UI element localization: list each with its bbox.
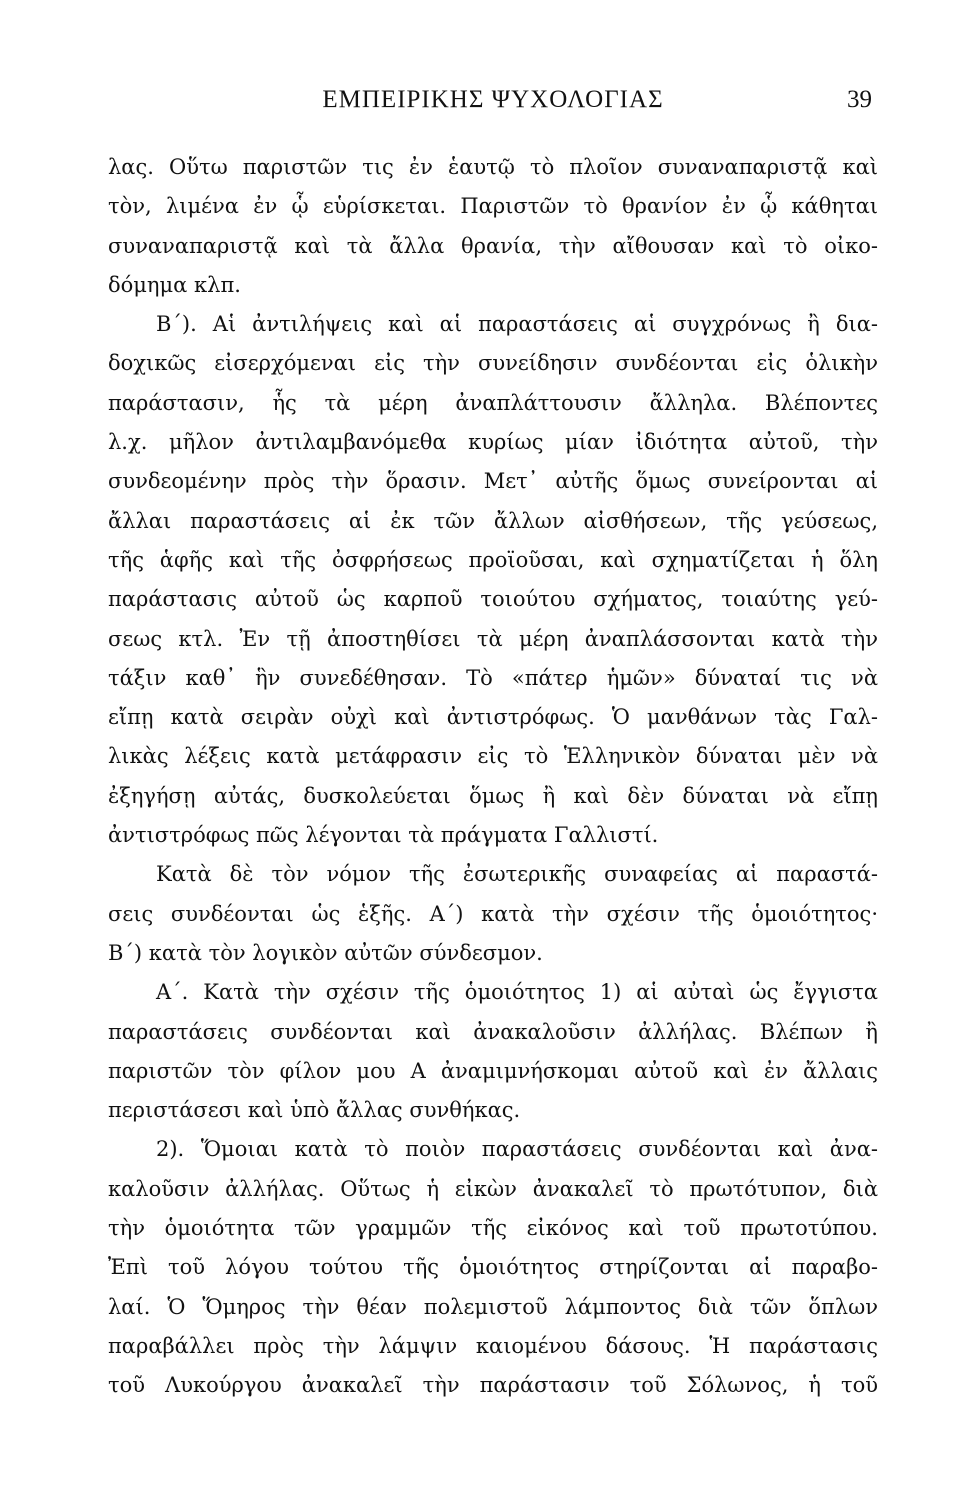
text-line: λας. Οὕτω παριστῶν τις ἐν ἑαυτῷ τὸ πλοῖον συναναπαριστᾷ καὶ [108, 155, 878, 179]
text-line: δόμημα κλπ. [108, 272, 241, 297]
text-line: σεως κτλ. Ἐν τῇ ἀποστηθίσει τὰ μέρη ἀναπλάσσονται κατὰ τὴν [108, 626, 878, 651]
text-line: Κατὰ δὲ τὸν νόμον τῆς ἐσωτερικῆς συναφείας αἱ παραστά- [156, 862, 878, 887]
text-line: τὸν, λιμένα ἐν ᾧ εὑρίσκεται. Παριστῶν τὸ θρανίον ἐν ᾧ κάθηται [108, 194, 878, 219]
text-line: Α΄. Κατὰ τὴν σχέσιν τῆς ὁμοιότητος 1) αἱ αὐταὶ ὡς ἔγγιστα [156, 980, 878, 1005]
text-line: λαί. Ὁ Ὅμηρος τὴν θέαν πολεμιστοῦ λάμποντος διὰ τῶν ὅπλων [108, 1294, 878, 1319]
text-line: ἄλλαι παραστάσεις αἱ ἐκ τῶν ἄλλων αἰσθήσεων, τῆς γεύσεως, [108, 508, 878, 533]
text-line: παράστασιν, ἧς τὰ μέρη ἀναπλάττουσιν ἄλληλα. Βλέποντες [108, 390, 878, 415]
text-line: 2). Ὅμοιαι κατὰ τὸ ποιὸν παραστάσεις συνδέονται καὶ ἀνα- [156, 1137, 878, 1162]
text-line: λ.χ. μῆλον ἀντιλαμβανόμεθα κυρίως μίαν ἰδιότητα αὐτοῦ, τὴν [108, 430, 878, 455]
text-line: παράστασις αὐτοῦ ὡς καρποῦ τοιούτου σχήματος, τοιαύτης γεύ- [108, 587, 878, 612]
text-line: λικὰς λέξεις κατὰ μετάφρασιν εἰς τὸ Ἑλληνικὸν δύναται μὲν νὰ [108, 744, 878, 769]
text-line: σεις συνδέονται ὡς ἑξῆς. Α΄) κατὰ τὴν σχέσιν τῆς ὁμοιότητος· [108, 901, 878, 926]
body-text [108, 148, 878, 1406]
text-line: καλοῦσιν ἀλλήλας. Οὕτως ἡ εἰκὼν ἀνακαλεῖ τὸ πρωτότυπον, διὰ [108, 1176, 878, 1201]
text-line: δοχικῶς εἰσερχόμεναι εἰς τὴν συνείδησιν συνδέονται εἰς ὁλικὴν [108, 351, 878, 376]
text-line: εἴπῃ κατὰ σειρὰν οὐχὶ καὶ ἀντιστρόφως. Ὁ μανθάνων τὰς Γαλ- [108, 705, 878, 730]
text-line: Β΄) κατὰ τὸν λογικὸν αὐτῶν σύνδεσμον. [108, 940, 543, 965]
text-line: παριστῶν τὸν φίλον μου Α ἀναμιμνήσκομαι αὐτοῦ καὶ ἐν ἄλλαις [108, 1058, 878, 1083]
text-line: Ἐπὶ τοῦ λόγου τούτου τῆς ὁμοιότητος στηρίζονται αἱ παραβο- [108, 1255, 878, 1280]
text-line: παραστάσεις συνδέονται καὶ ἀνακαλοῦσιν ἀλλήλας. Βλέπων ἢ [108, 1019, 878, 1044]
text-line: παραβάλλει πρὸς τὴν λάμψιν καιομένου δάσους. Ἡ παράστασις [108, 1333, 878, 1358]
text-line: Β΄). Αἱ ἀντιλήψεις καὶ αἱ παραστάσεις αἱ συγχρόνως ἢ δια- [156, 312, 878, 337]
page-number: 39 [847, 86, 872, 113]
text-line: ἀντιστρόφως πῶς λέγονται τὰ πράγματα Γαλλιστί. [108, 823, 659, 848]
text-line: περιστάσεσι καὶ ὑπὸ ἄλλας συνθήκας. [108, 1098, 521, 1123]
running-head [108, 86, 878, 126]
text-line: συναναπαριστᾷ καὶ τὰ ἄλλα θρανία, τὴν αἴθουσαν καὶ τὸ οἰκο- [108, 233, 878, 258]
text-line: τοῦ Λυκούργου ἀνακαλεῖ τὴν παράστασιν τοῦ Σόλωνος, ἡ τοῦ [108, 1373, 878, 1398]
text-line: τάξιν καθ᾽ ἣν συνεδέθησαν. Τὸ «πάτερ ἡμῶν» δύναταί τις νὰ [108, 665, 878, 690]
text-line: συνδεομένην πρὸς τὴν ὅρασιν. Μετ᾽ αὐτῆς ὅμως συνείρονται αἱ [108, 469, 878, 494]
text-line: τὴν ὁμοιότητα τῶν γραμμῶν τῆς εἰκόνος καὶ τοῦ πρωτοτύπου. [108, 1216, 878, 1241]
running-title: ΕΜΠΕΙΡΙΚΗΣ ΨΥΧΟΛΟΓΙΑΣ [322, 86, 664, 113]
text-line: ἐξηγήσῃ αὐτάς, δυσκολεύεται ὅμως ἢ καὶ δὲν δύναται νὰ εἴπῃ [108, 783, 878, 808]
text-line: τῆς ἁφῆς καὶ τῆς ὀσφρήσεως προϊοῦσαι, καὶ σχηματίζεται ἡ ὅλη [108, 547, 878, 572]
